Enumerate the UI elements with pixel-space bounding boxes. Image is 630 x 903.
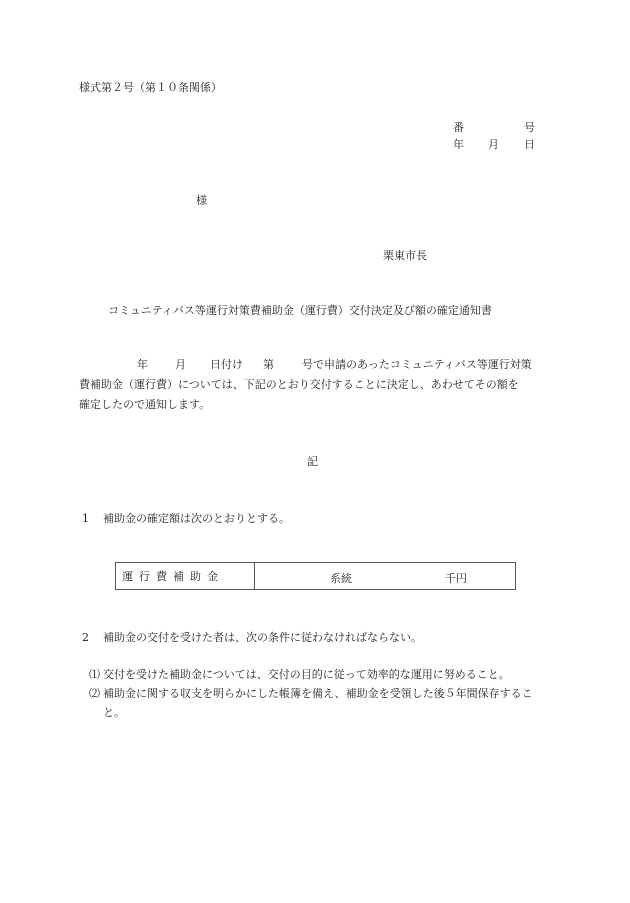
issuer-name: 栗東市長 <box>383 249 427 262</box>
condition-number: ⑵ <box>89 687 100 700</box>
condition-2 <box>89 684 546 722</box>
condition-text: 交付を受けた補助金については、交付の目的に従って効率的な運用に努めること。 <box>103 668 510 681</box>
amount-table <box>115 562 516 590</box>
document-title: コミュニティバス等運行対策費補助金（運行費）交付決定及び額の確定通知書 <box>108 304 492 317</box>
condition-number: ⑴ <box>89 668 100 681</box>
body-paragraph <box>79 355 549 415</box>
section-1-number: 1 <box>82 512 89 525</box>
amount-unit: 千円 <box>445 572 467 585</box>
section-1-text: 補助金の確定額は次のとおりとする。 <box>103 512 290 525</box>
section-2-text: 補助金の交付を受けた者は、次の条件に従わなければならない。 <box>103 631 422 644</box>
section-2-number: 2 <box>82 631 89 644</box>
condition-text: 補助金に関する収支を明らかにした帳簿を備え、補助金を受領した後５年間保存すること。 <box>103 687 533 719</box>
system-unit: 系統 <box>330 572 352 585</box>
body-line-3: 確定したので通知します。 <box>79 398 211 411</box>
amount-value-cell <box>255 563 516 590</box>
condition-1 <box>89 665 549 684</box>
body-line-1: 年 月 日付け 第 号で申請のあったコミュニティバス等運行対策 <box>137 358 532 371</box>
ki-heading: 記 <box>307 455 318 468</box>
body-line-2: 費補助金（運行費）については、下記のとおり交付することに決定し、あわせてその額を <box>79 378 519 391</box>
form-label: 様式第２号（第１０条関係） <box>79 81 222 94</box>
addressee-suffix: 様 <box>196 194 207 207</box>
amount-label-cell: 運行費補助金 <box>116 563 255 590</box>
